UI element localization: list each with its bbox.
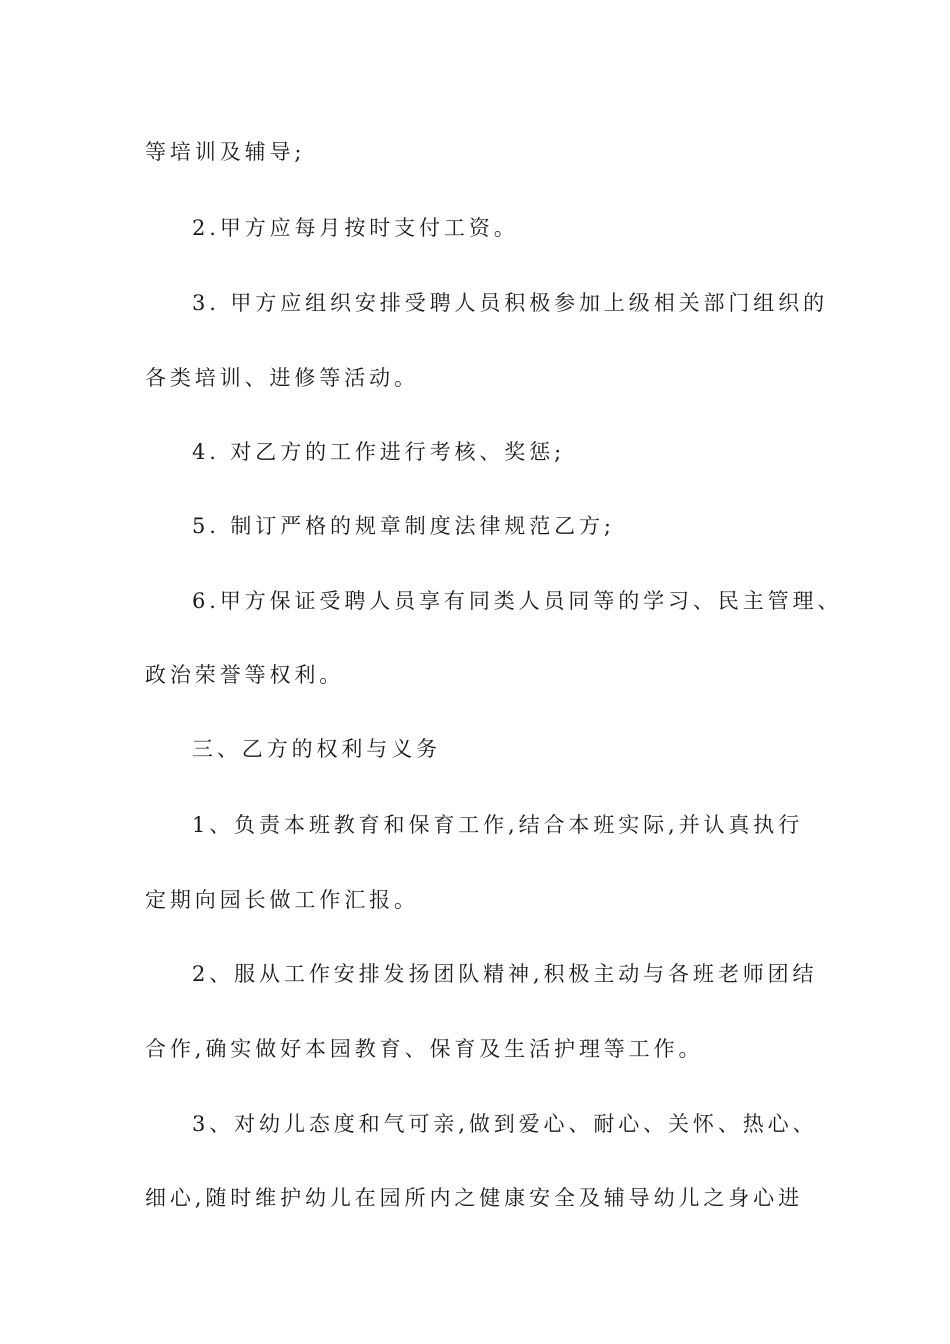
paragraph-line: 2.甲方应每月按时支付工资。	[192, 216, 519, 240]
paragraph-line: 5. 制订严格的规章制度法律规范乙方;	[192, 514, 615, 538]
paragraph-line: 1、负责本班教育和保育工作,结合本班实际,并认真执行	[192, 813, 804, 837]
paragraph-line: 细心,随时维护幼儿在园所内之健康安全及辅导幼儿之身心进	[145, 1186, 803, 1210]
paragraph-line: 4. 对乙方的工作进行考核、奖惩;	[192, 440, 566, 464]
paragraph-line: 各类培训、进修等活动。	[145, 366, 419, 390]
paragraph-line: 2、服从工作安排发扬团队精神,积极主动与各班老师团结	[192, 962, 818, 986]
paragraph-line: 3. 甲方应组织安排受聘人员积极参加上级相关部门组织的	[192, 291, 829, 315]
paragraph-line: 政治荣誉等权利。	[145, 663, 345, 687]
paragraph-line: 等培训及辅导;	[145, 140, 306, 164]
paragraph-line: 合作,确实做好本园教育、保育及生活护理等工作。	[145, 1037, 704, 1061]
paragraph-line: 定期向园长做工作汇报。	[145, 888, 419, 912]
section-heading: 三、乙方的权利与义务	[192, 737, 441, 761]
paragraph-line: 3、对幼儿态度和气可亲,做到爱心、耐心、关怀、热心、	[192, 1112, 818, 1136]
paragraph-line: 6.甲方保证受聘人员享有同类人员同等的学习、民主管理、	[192, 589, 843, 613]
